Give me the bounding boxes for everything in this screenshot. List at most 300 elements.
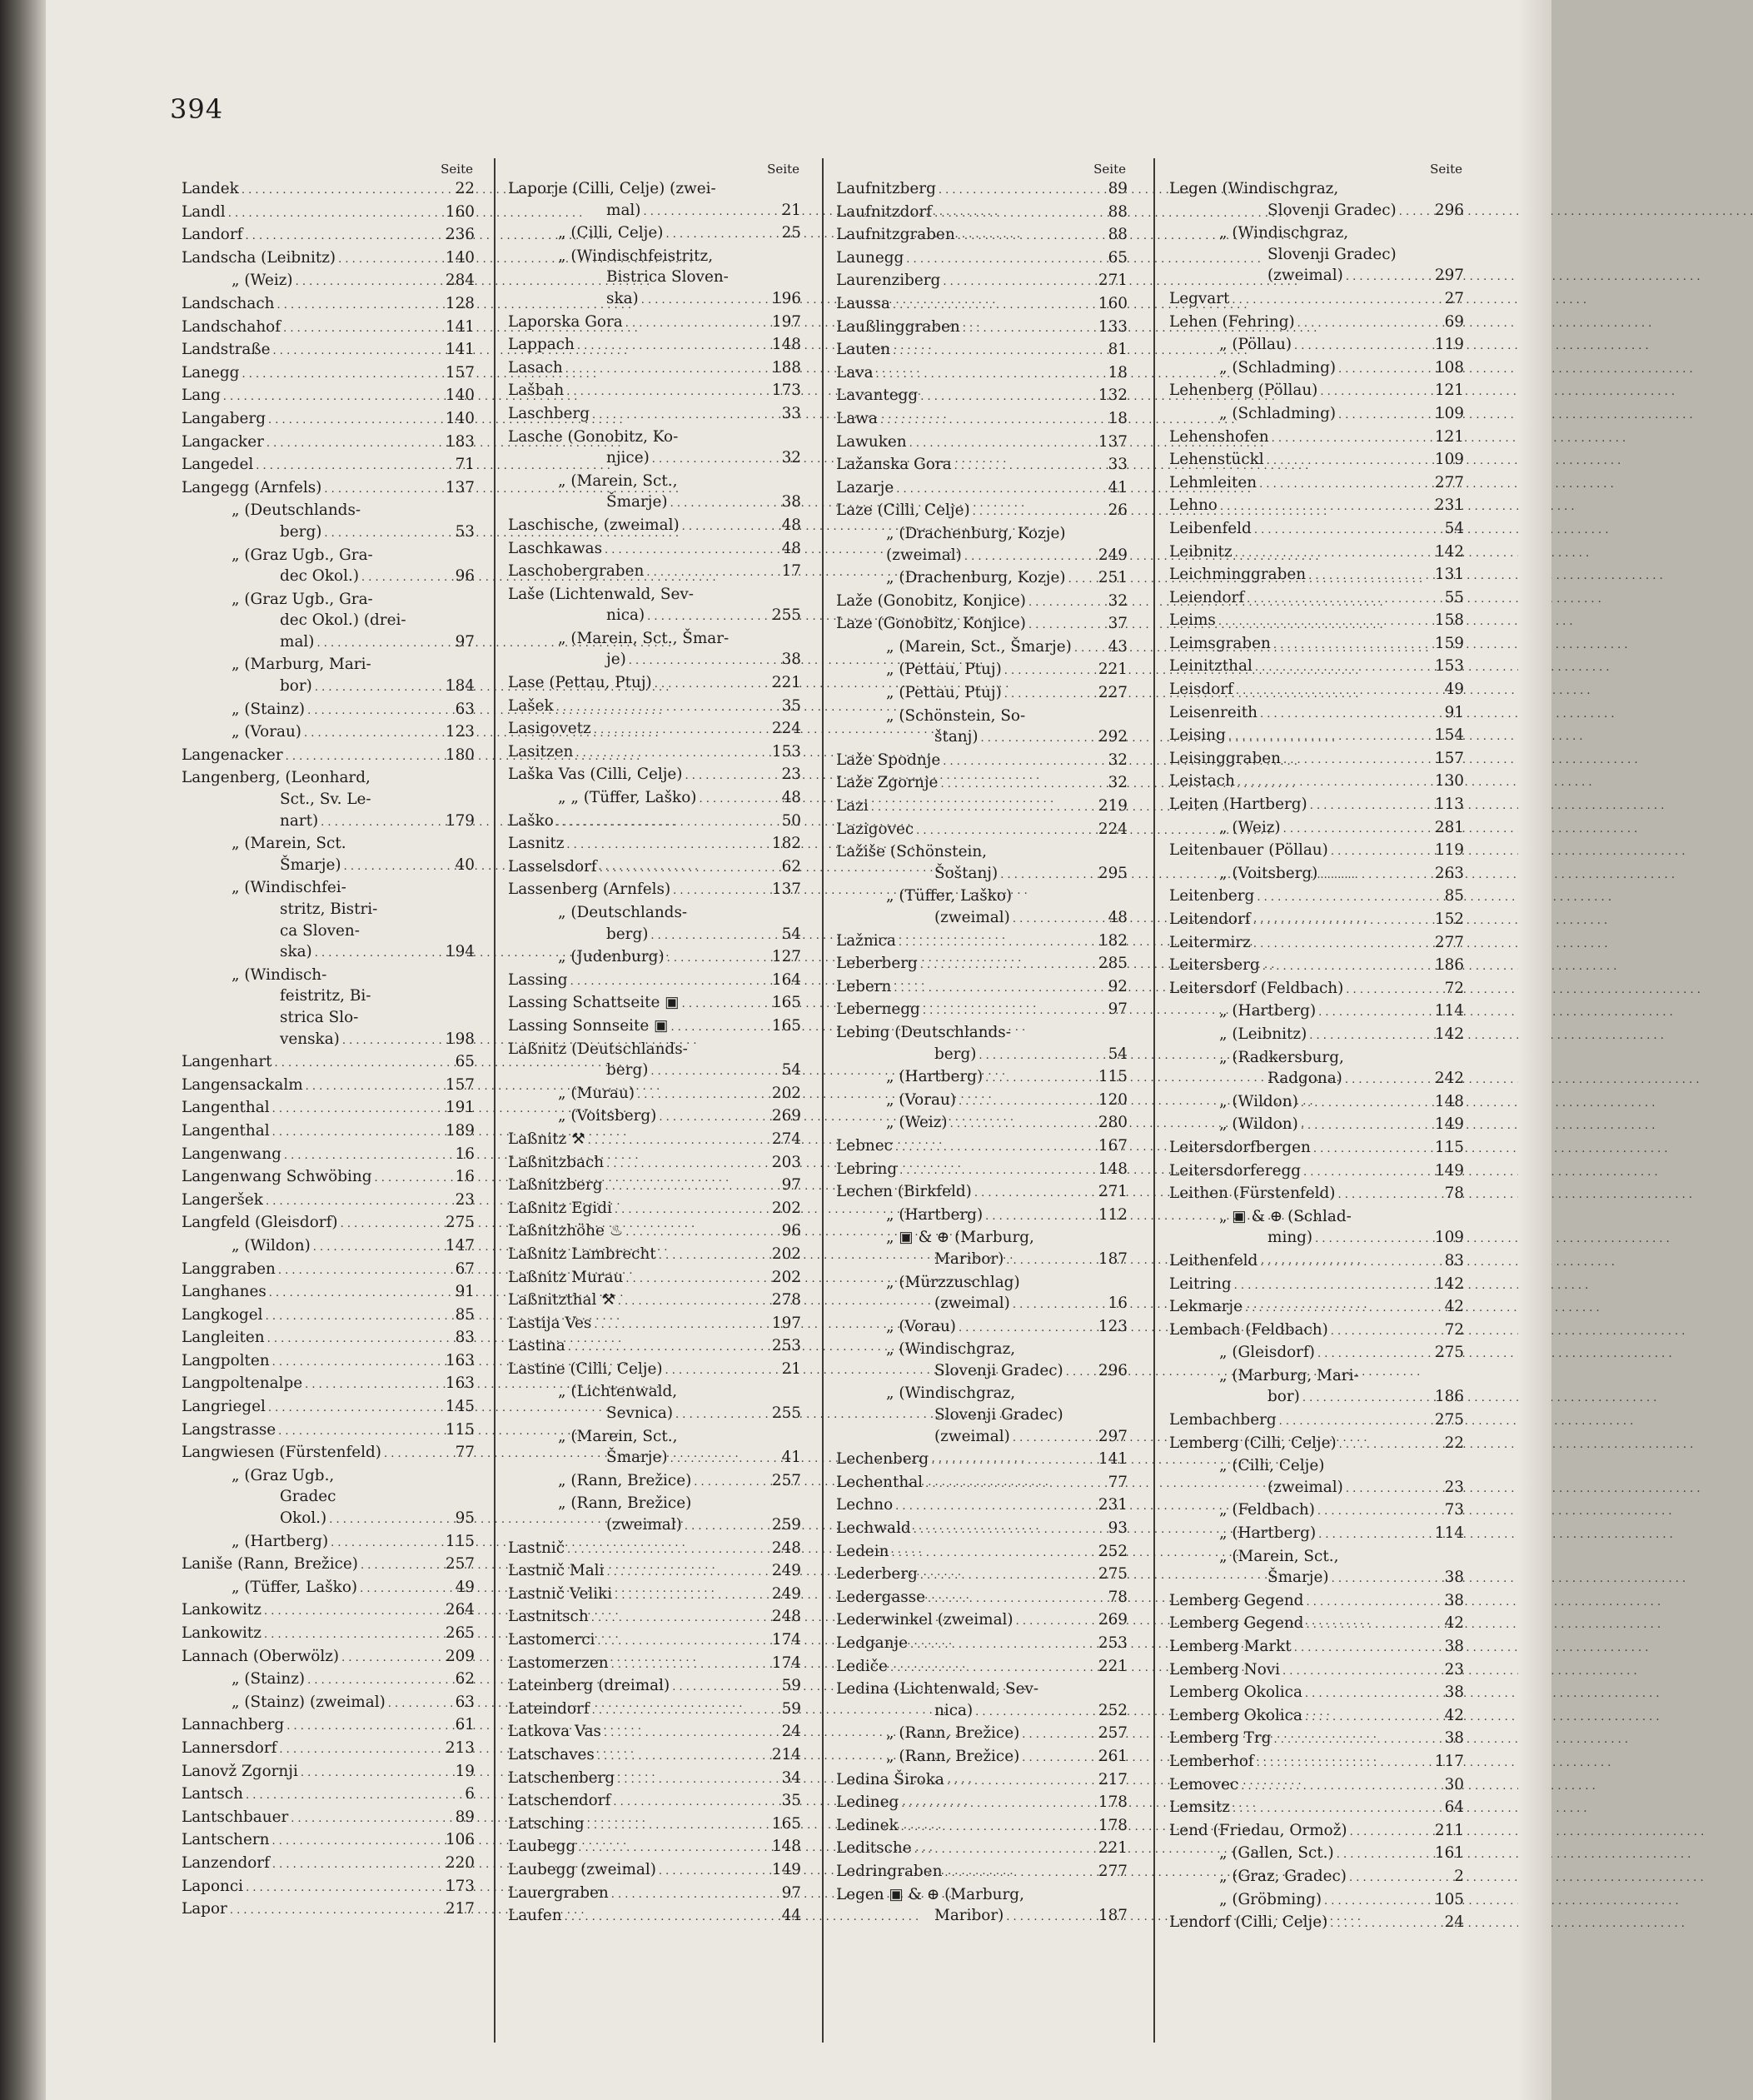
index-entry: [508, 605, 801, 628]
index-entry: [1169, 357, 1464, 381]
dot-leader: [625, 312, 769, 335]
index-entry: [182, 654, 475, 676]
entry-name: „ (Graz Ugb., Gra-: [232, 546, 373, 564]
entry-page-number: 49: [1444, 681, 1464, 699]
entry-name: Langenwang Schwöbing: [182, 1168, 372, 1186]
index-entry: [182, 339, 475, 362]
index-entry: [1169, 244, 1464, 266]
entry-page-number: 83: [455, 1329, 475, 1347]
index-entry: [508, 1359, 801, 1382]
dot-leader: [267, 1327, 451, 1350]
entry-page-number: 91: [1444, 703, 1464, 721]
dot-leader: [304, 721, 443, 745]
index-entry: [182, 1853, 475, 1876]
entry-name: venska): [280, 1030, 340, 1048]
entry-page-number: 253: [1098, 1634, 1128, 1652]
entry-page-number: 65: [1108, 248, 1128, 267]
entry-name: Latschendorf: [508, 1792, 611, 1810]
dot-leader: [1262, 955, 1432, 978]
entry-name: Lebnec: [836, 1136, 893, 1155]
entry-name: Lemberg Novi: [1169, 1660, 1281, 1679]
entry-name: Lemsitz: [1169, 1798, 1230, 1817]
index-entry: [182, 362, 475, 386]
dot-leader: [223, 385, 443, 408]
entry-name: berg): [934, 1045, 977, 1063]
entry-page-number: 158: [1434, 611, 1464, 630]
index-entry: [182, 224, 475, 247]
entry-page-number: 186: [1434, 956, 1464, 975]
entry-name: Lassing: [508, 970, 568, 989]
index-entry: [836, 750, 1128, 773]
entry-page-number: 21: [781, 1359, 801, 1378]
entry-name: „ (Hartberg): [1219, 1002, 1317, 1020]
entry-name: Leiendorf: [1169, 588, 1245, 606]
entry-name: berg): [280, 522, 322, 541]
index-entry: [508, 1175, 801, 1198]
dot-leader: [1318, 1523, 1432, 1546]
entry-name: Ledina Široka: [836, 1770, 944, 1788]
entry-page-number: 271: [1098, 272, 1128, 290]
dot-leader: [1260, 1250, 1440, 1274]
dot-leader: [556, 811, 777, 834]
index-entry: [1169, 1274, 1464, 1297]
index-entry: [508, 879, 801, 902]
entry-name: Langedel: [182, 456, 254, 474]
entry-name: nica): [606, 606, 645, 625]
index-entry: [508, 924, 801, 947]
entry-page-number: 108: [1434, 358, 1464, 377]
index-entry: [1169, 1319, 1464, 1343]
entry-page-number: 24: [781, 1723, 801, 1741]
index-entry: [182, 1623, 475, 1646]
entry-page-number: 54: [1444, 519, 1464, 537]
entry-name: „ (Marein, Sct.: [232, 835, 346, 853]
entry-name: Langacker: [182, 432, 264, 451]
entry-name: Lateindorf: [508, 1699, 590, 1718]
entry-page-number: 32: [781, 449, 801, 467]
entry-name: Laubegg: [508, 1838, 576, 1856]
dot-leader: [1257, 1751, 1432, 1774]
index-entry: [182, 1554, 475, 1577]
dot-leader: [659, 1244, 769, 1267]
index-entry: [508, 696, 801, 719]
entry-name: Lechen (Birkfeld): [836, 1183, 972, 1201]
dot-leader: [597, 1629, 769, 1653]
entry-page-number: 140: [445, 387, 475, 405]
entry-name: „ (Rann, Brežice): [558, 1471, 692, 1489]
dot-leader: [1350, 1820, 1432, 1843]
entry-page-number: 41: [1108, 478, 1128, 496]
entry-name: Landschach: [182, 294, 275, 312]
entry-name: Laže Zgornje: [836, 774, 939, 792]
entry-page-number: 165: [771, 1814, 801, 1833]
index-entry: [182, 1051, 475, 1075]
index-entry: [182, 1508, 475, 1531]
index-entry: [182, 1144, 475, 1167]
index-entry: [182, 317, 475, 340]
dot-leader: [617, 1768, 777, 1791]
entry-name: Lazarje: [836, 478, 894, 496]
dot-leader: [1022, 1723, 1096, 1746]
entry-page-number: 296: [1098, 1361, 1128, 1379]
entry-name: Lankowitz: [182, 1601, 261, 1619]
entry-page-number: 140: [445, 409, 475, 427]
index-entry: [836, 545, 1128, 568]
index-entry: [1169, 1455, 1464, 1477]
entry-name: Lanzendorf: [182, 1853, 270, 1872]
entry-name: Legvart: [1169, 289, 1230, 307]
index-entry: [182, 676, 475, 699]
entry-name: Legen ▣ & ⊕ (Marburg,: [836, 1885, 1024, 1903]
page-number: 394: [170, 93, 224, 125]
index-entry: [836, 1181, 1128, 1205]
dot-leader: [315, 941, 443, 965]
entry-name: Lauten: [836, 341, 891, 359]
index-entry: [508, 902, 801, 924]
dot-leader: [625, 1220, 777, 1244]
dot-leader: [652, 447, 777, 471]
dot-leader: [959, 1090, 1096, 1113]
index-entry: [836, 841, 1128, 863]
dot-leader: [230, 1898, 443, 1922]
entry-page-number: 38: [781, 651, 801, 669]
entry-name: Laze (Cilli, Celje): [836, 501, 970, 520]
entry-name: „ (Weiz): [232, 272, 293, 290]
entry-page-number: 154: [1434, 726, 1464, 745]
dot-leader: [1013, 1293, 1103, 1316]
entry-page-number: 115: [445, 1532, 475, 1550]
entry-name: Langenberg, (Leonhard,: [182, 769, 371, 787]
entry-name: „ (Gröbming): [1219, 1890, 1322, 1908]
index-entry: [1169, 1889, 1464, 1913]
index-entry: [182, 721, 475, 745]
index-entry: [508, 1381, 801, 1403]
entry-name: Lemovec: [1169, 1775, 1239, 1793]
entry-page-number: 163: [445, 1374, 475, 1393]
index-entry: [836, 1609, 1128, 1633]
entry-name: „ (Cilli, Celje): [558, 224, 664, 242]
dot-leader: [871, 796, 1096, 819]
entry-page-number: 224: [771, 720, 801, 738]
entry-name: Laporje (Cilli, Celje) (zwei-: [508, 180, 716, 197]
entry-name: Langenwang: [182, 1145, 281, 1163]
entry-name: Leitenberg: [1169, 887, 1255, 905]
index-entry: [182, 1531, 475, 1554]
entry-page-number: 269: [1098, 1611, 1128, 1629]
dot-leader: [685, 764, 777, 787]
index-entry: [836, 726, 1128, 750]
index-entry: [508, 787, 801, 811]
entry-page-number: 148: [1434, 1092, 1464, 1110]
entry-name: „ (Wildon): [1219, 1115, 1298, 1134]
dot-leader: [1337, 1183, 1440, 1206]
dot-leader: [615, 1584, 769, 1607]
entry-page-number: 197: [771, 1314, 801, 1332]
entry-page-number: 121: [1434, 427, 1464, 446]
entry-page-number: 221: [1098, 661, 1128, 679]
entry-name: Lemberg (Cilli, Celje): [1169, 1434, 1337, 1452]
entry-page-number: 219: [1098, 797, 1128, 816]
entry-name: Lasigovetz: [508, 720, 591, 738]
index-entry: [836, 1112, 1128, 1135]
dot-leader: [264, 1623, 443, 1646]
index-entry: [508, 1129, 801, 1152]
entry-page-number: 248: [771, 1539, 801, 1557]
entry-page-number: 178: [1098, 1816, 1128, 1834]
index-column-1: [182, 160, 475, 1922]
entry-name: Lawuken: [836, 432, 907, 451]
index-entry: [182, 293, 475, 317]
entry-page-number: 257: [445, 1555, 475, 1574]
entry-name: „ (Marein, Sct.,: [558, 1427, 678, 1445]
entry-name: „ (Windisch-: [232, 965, 327, 984]
dot-leader: [324, 477, 443, 501]
entry-name: Leising: [1169, 726, 1226, 745]
entry-page-number: 41: [781, 1449, 801, 1467]
entry-name: Lederwinkel (zweimal): [836, 1611, 1013, 1629]
entry-name: Lechwald: [836, 1519, 911, 1538]
entry-name: „ (Windischgraz,: [886, 1384, 1016, 1403]
dot-leader: [876, 362, 1103, 386]
entry-page-number: 249: [771, 1562, 801, 1580]
index-entry: [836, 1449, 1128, 1472]
index-entry: [836, 1472, 1128, 1495]
entry-name: „ (Voitsberg): [1219, 864, 1318, 882]
entry-page-number: 95: [455, 1509, 475, 1528]
dot-leader: [985, 1066, 1096, 1090]
entry-page-number: 24: [1444, 1913, 1464, 1932]
entry-name: Leimsgraben: [1169, 634, 1271, 652]
index-entry: [508, 1859, 801, 1883]
index-entry: [1169, 1024, 1464, 1047]
entry-name: Maribor): [934, 1250, 1004, 1268]
dot-leader: [670, 1447, 777, 1470]
index-entry: [508, 811, 801, 834]
index-entry: [182, 631, 475, 655]
dot-leader: [615, 1198, 769, 1221]
entry-name: Šmarje): [280, 855, 341, 874]
dot-leader: [1254, 518, 1440, 541]
dot-leader: [342, 1029, 443, 1052]
entry-name: Laufen: [508, 1907, 562, 1925]
index-entry: [182, 699, 475, 722]
entry-name: Leistach: [1169, 772, 1235, 791]
entry-page-number: 48: [781, 539, 801, 557]
entry-name: Ledergasse: [836, 1588, 926, 1606]
index-entry: [182, 247, 475, 271]
entry-name: Landschahof: [182, 317, 281, 336]
index-entry: [182, 1807, 475, 1830]
dot-leader: [1317, 1499, 1440, 1523]
entry-name: Laschkawas: [508, 539, 603, 557]
entry-name: Landscha (Leibnitz): [182, 248, 336, 267]
entry-page-number: 249: [771, 1584, 801, 1603]
dot-leader: [575, 741, 769, 765]
entry-list: [508, 178, 801, 1928]
index-entry: [182, 202, 475, 225]
entry-name: Lastnič Veliki: [508, 1584, 613, 1603]
index-entry: [182, 1075, 475, 1098]
entry-page-number: 59: [781, 1677, 801, 1695]
index-entry: [508, 1039, 801, 1060]
entry-name: Latschaves: [508, 1745, 595, 1763]
dot-leader: [963, 317, 1096, 340]
index-entry: [836, 1633, 1128, 1656]
index-entry: [1169, 817, 1464, 840]
dot-leader: [1233, 1797, 1440, 1820]
dot-leader: [1283, 748, 1432, 771]
index-entry: [836, 1066, 1128, 1090]
index-entry: [836, 613, 1128, 636]
dot-leader: [1235, 541, 1432, 565]
entry-name: berg): [606, 925, 649, 943]
entry-page-number: 106: [445, 1831, 475, 1849]
entry-page-number: 231: [1434, 496, 1464, 515]
index-entry: [836, 953, 1128, 976]
index-entry: [508, 1220, 801, 1244]
dot-leader: [934, 202, 1103, 225]
entry-page-number: 112: [1098, 1205, 1128, 1224]
entry-page-number: 85: [455, 1305, 475, 1324]
entry-name: „ (Schladming): [1219, 404, 1337, 422]
index-entry: [508, 1426, 801, 1448]
index-entry: [182, 500, 475, 521]
dot-leader: [341, 1646, 443, 1669]
entry-page-number: 97: [781, 1176, 801, 1195]
entry-name: „ (Tüffer, Laško): [886, 887, 1013, 905]
index-entry: [508, 1447, 801, 1470]
index-entry: [1169, 1433, 1464, 1456]
index-entry: [836, 431, 1128, 455]
entry-name: stritz, Bistri-: [280, 900, 378, 918]
dot-leader: [920, 953, 1096, 976]
entry-name: Leithenfeld: [1169, 1251, 1258, 1269]
entry-page-number: 132: [1098, 387, 1128, 405]
dot-leader: [242, 362, 442, 386]
entry-name: ming): [1267, 1229, 1313, 1247]
index-entry: [508, 741, 801, 765]
entry-name: Ledringraben: [836, 1862, 943, 1880]
entry-name: „ (Marein, Sct.,: [558, 471, 678, 490]
entry-name: Sct., Sv. Le-: [280, 791, 371, 809]
dot-leader: [923, 999, 1103, 1022]
index-entry: [836, 1679, 1128, 1700]
index-entry: [1169, 932, 1464, 955]
dot-leader: [629, 649, 777, 672]
index-entry: [1169, 702, 1464, 726]
index-entry: [182, 270, 475, 293]
dot-leader: [981, 726, 1096, 750]
entry-page-number: 91: [455, 1283, 475, 1301]
entry-name: Ledganje: [836, 1634, 909, 1652]
column-header: Seite: [1430, 162, 1462, 177]
dot-leader: [338, 247, 443, 271]
entry-page-number: 71: [455, 456, 475, 474]
entry-name: Laufnitzgraben: [836, 226, 955, 244]
dot-leader: [578, 1836, 769, 1859]
entry-name: Leitersdorf (Feldbach): [1169, 979, 1344, 997]
index-entry: [1169, 1751, 1464, 1774]
index-entry: [1169, 633, 1464, 656]
dot-leader: [567, 1538, 769, 1561]
index-entry: [836, 930, 1128, 954]
dot-leader: [943, 270, 1096, 293]
entry-page-number: 264: [445, 1601, 475, 1619]
index-entry: [1169, 1227, 1464, 1250]
entry-page-number: 61: [455, 1716, 475, 1734]
entry-name: „ ▣ & ⊕ (Marburg,: [886, 1229, 1034, 1247]
entry-name: „ (Rann, Brežice): [886, 1724, 1020, 1743]
entry-name: „ (Hartberg): [886, 1068, 984, 1086]
entry-name: Lastomerzen: [508, 1654, 609, 1672]
dot-leader: [613, 1790, 777, 1813]
dot-leader: [568, 1335, 769, 1359]
index-entry: [182, 1190, 475, 1213]
entry-name: Langpoltenalpe: [182, 1374, 303, 1393]
index-entry: [1169, 1183, 1464, 1206]
entry-name: Lechno: [836, 1496, 894, 1514]
entry-page-number: 81: [1108, 341, 1128, 359]
dot-leader: [606, 1152, 769, 1175]
dot-leader: [278, 1259, 451, 1282]
entry-page-number: 182: [771, 835, 801, 853]
entry-name: Leibenfeld: [1169, 519, 1252, 537]
entry-page-number: 93: [1108, 1519, 1128, 1538]
index-entry: [836, 477, 1128, 501]
entry-page-number: 38: [781, 493, 801, 511]
entry-page-number: 251: [1098, 569, 1128, 587]
dot-leader: [1313, 1137, 1432, 1160]
index-entry: [1169, 1567, 1464, 1590]
dot-leader: [1306, 1613, 1440, 1636]
index-entry: [1169, 495, 1464, 518]
dot-leader: [1006, 1249, 1096, 1272]
index-entry: [836, 1656, 1128, 1679]
entry-page-number: 30: [1444, 1775, 1464, 1793]
index-entry: [182, 1007, 475, 1029]
entry-name: Lemberhof: [1169, 1752, 1254, 1770]
index-entry: [1169, 978, 1464, 1001]
entry-name: ca Sloven-: [280, 921, 360, 940]
dot-leader: [973, 500, 1103, 523]
index-entry: [508, 1698, 801, 1722]
entry-name: Leditsche: [836, 1839, 912, 1858]
entry-page-number: 109: [1434, 1229, 1464, 1247]
index-entry: [508, 1560, 801, 1584]
index-entry: [1169, 334, 1464, 357]
index-entry: [836, 1090, 1128, 1113]
entry-name: Ledein: [836, 1542, 889, 1560]
entry-name: „ (Graz Ugb.,: [232, 1466, 335, 1484]
index-entry: [836, 178, 1128, 202]
entry-name: Lemberg Markt: [1169, 1638, 1292, 1655]
dot-leader: [1315, 1227, 1432, 1250]
entry-page-number: 153: [1434, 657, 1464, 676]
entry-page-number: 142: [1434, 1025, 1464, 1043]
entry-name: nica): [934, 1701, 974, 1719]
dot-leader: [272, 1350, 443, 1374]
dot-leader: [1218, 610, 1432, 633]
entry-name: Laßnitz Murau: [508, 1268, 624, 1286]
entry-name: Leinitzthal: [1169, 657, 1252, 676]
dot-leader: [291, 1807, 451, 1830]
index-entry: [508, 1198, 801, 1221]
entry-name: „ (Pettau, Ptuj): [886, 661, 1002, 679]
index-entry: [836, 1905, 1128, 1928]
index-entry: [1169, 748, 1464, 771]
index-entry: [1169, 1477, 1464, 1500]
entry-name: njice): [606, 449, 650, 467]
